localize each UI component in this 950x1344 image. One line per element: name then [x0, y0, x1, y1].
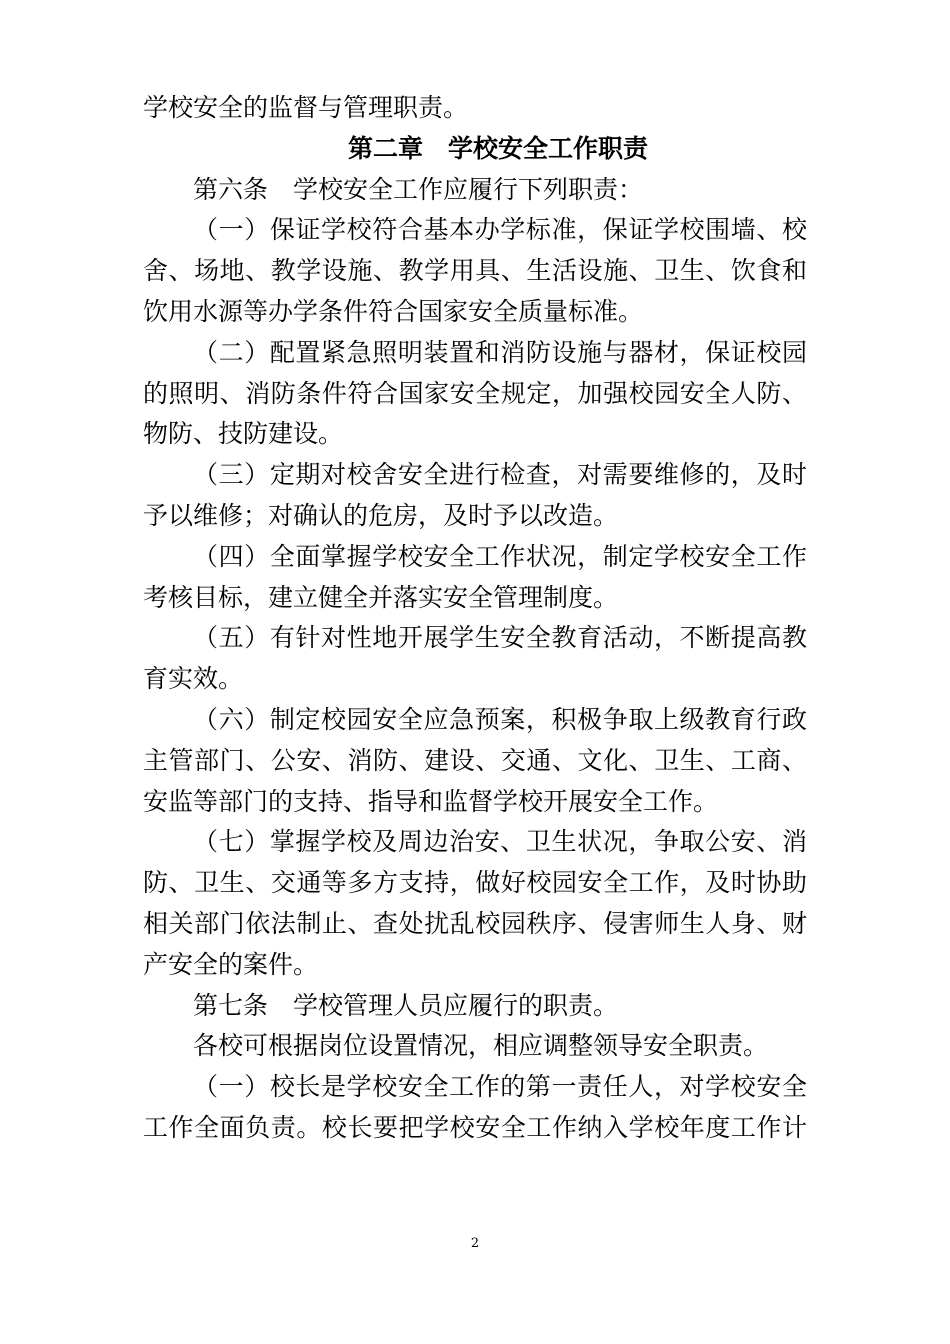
text-line: （六）制定校园安全应急预案，积极争取上级教育行政	[193, 704, 807, 734]
text-line: 物防、技防建设。	[143, 419, 344, 449]
text-line: （二）配置紧急照明装置和消防设施与器材，保证校园	[193, 337, 807, 367]
text-line: 各校可根据岗位设置情况，相应调整领导安全职责。	[193, 1031, 769, 1061]
text-line: （四）全面掌握学校安全工作状况，制定学校安全工作	[193, 541, 807, 571]
text-line: （三）定期对校舍安全进行检查，对需要维修的，及时	[193, 460, 807, 490]
text-line: （五）有针对性地开展学生安全教育活动，不断提高教	[193, 623, 807, 653]
text-line: 予以维修；对确认的危房，及时予以改造。	[143, 500, 619, 530]
text-line: 舍、场地、教学设施、教学用具、生活设施、卫生、饮食和	[143, 256, 807, 286]
article-6-heading: 第六条 学校安全工作应履行下列职责：	[193, 174, 644, 204]
text-line: （七）掌握学校及周边治安、卫生状况，争取公安、消	[193, 827, 807, 857]
text-line: 学校安全的监督与管理职责。	[143, 93, 469, 122]
text-line: 防、卫生、交通等多方支持，做好校园安全工作，及时协助	[143, 868, 807, 898]
article-7-heading: 第七条 学校管理人员应履行的职责。	[193, 990, 619, 1020]
chapter-heading: 第二章 学校安全工作职责	[348, 133, 649, 163]
text-line: 考核目标，建立健全并落实安全管理制度。	[143, 582, 619, 612]
text-line: 饮用水源等办学条件符合国家安全质量标准。	[143, 296, 644, 326]
text-line: 主管部门、公安、消防、建设、交通、文化、卫生、工商、	[143, 745, 807, 775]
text-line: （一）保证学校符合基本办学标准，保证学校围墙、校	[193, 215, 807, 245]
page-number: 2	[470, 1236, 480, 1251]
body-text	[143, 88, 807, 1149]
text-line: 育实效。	[143, 664, 244, 694]
text-line: 工作全面负责。校长要把学校安全工作纳入学校年度工作计	[143, 1112, 807, 1142]
text-line: 的照明、消防条件符合国家安全规定，加强校园安全人防、	[143, 378, 807, 408]
text-line: 产安全的案件。	[143, 949, 319, 979]
text-line: 相关部门依法制止、查处扰乱校园秩序、侵害师生人身、财	[143, 908, 807, 938]
text-line: （一）校长是学校安全工作的第一责任人，对学校安全	[193, 1072, 807, 1102]
text-line: 安监等部门的支持、指导和监督学校开展安全工作。	[143, 786, 719, 816]
